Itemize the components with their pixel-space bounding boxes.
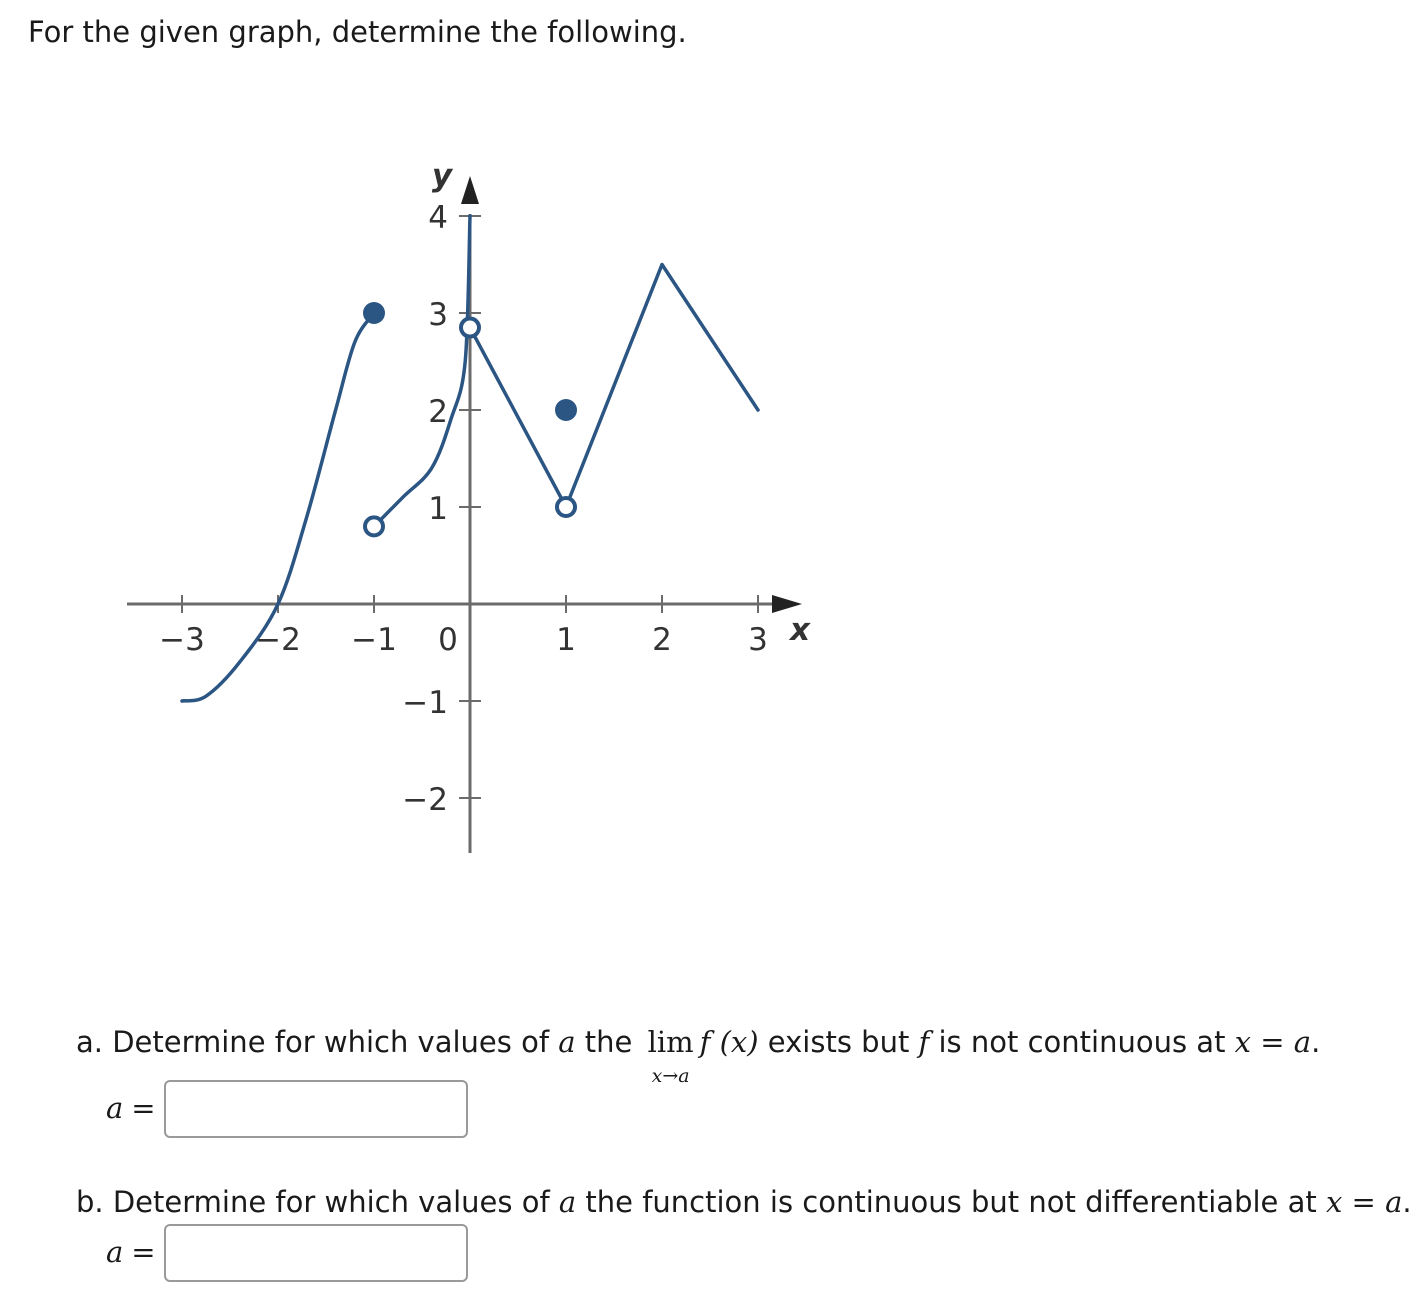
- question-a-cond-eq: =: [1251, 1025, 1294, 1059]
- question-b-cond-lhs: x: [1325, 1185, 1343, 1219]
- answer-b-input[interactable]: [164, 1224, 468, 1282]
- question-a-cond-lhs: x: [1234, 1025, 1252, 1059]
- question-b-cond-rhs: a: [1385, 1185, 1403, 1219]
- tick-labels: [159, 158, 811, 818]
- question-a-arg: (x): [710, 1025, 759, 1059]
- x-tick-label: 0: [438, 622, 458, 658]
- answer-a-var: a: [106, 1091, 124, 1125]
- answer-b-var: a: [106, 1235, 124, 1269]
- y-tick-label: −2: [402, 782, 448, 818]
- y-axis-label: y: [431, 158, 453, 194]
- answer-a-eq: =: [131, 1091, 156, 1125]
- y-tick-label: 4: [428, 200, 448, 236]
- question-a: [76, 1022, 1321, 1087]
- x-tick-label: 3: [748, 622, 768, 658]
- y-tick-label: 3: [428, 297, 448, 333]
- answer-a-input[interactable]: [164, 1080, 468, 1138]
- filled-point: [555, 399, 577, 421]
- y-tick-label: −1: [402, 685, 448, 721]
- question-a-func2: f: [918, 1025, 930, 1059]
- graph-segment: [374, 216, 470, 526]
- x-tick-label: −1: [351, 622, 397, 658]
- limit-expression: [647, 1022, 694, 1087]
- limit-word: lim: [647, 1025, 694, 1059]
- question-a-var: a: [558, 1025, 576, 1059]
- y-tick-label: 1: [428, 491, 448, 527]
- answer-b-eq: =: [131, 1235, 156, 1269]
- graph-segment: [566, 265, 758, 508]
- open-point: [365, 517, 383, 535]
- question-b-suffix: the function is continuous but not differentiable at: [576, 1185, 1326, 1219]
- question-a-mid2: exists but: [758, 1025, 919, 1059]
- question-a-end: .: [1311, 1025, 1321, 1059]
- question-a-prefix: a. Determine for which values of: [76, 1025, 559, 1059]
- answer-a-label: [106, 1088, 156, 1128]
- answer-b-label: [106, 1232, 156, 1272]
- question-b-end: .: [1402, 1185, 1412, 1219]
- question-a-mid: the: [575, 1025, 642, 1059]
- question-b-prefix: b. Determine for which values of: [76, 1185, 559, 1219]
- y-tick-label: 2: [428, 394, 448, 430]
- axes: [127, 176, 802, 853]
- prompt-text: For the given graph, determine the following.: [28, 15, 687, 49]
- limit-subscript: x→a: [651, 1065, 690, 1087]
- graph-segment: [470, 328, 566, 507]
- question-b-var: a: [558, 1185, 577, 1219]
- x-axis-label: x: [790, 612, 810, 648]
- x-axis-arrow: [772, 595, 802, 613]
- question-a-func: f: [699, 1025, 711, 1059]
- y-axis-arrow: [461, 176, 479, 204]
- filled-point: [363, 302, 385, 324]
- x-tick-label: −2: [255, 622, 301, 658]
- question-b: [76, 1182, 1412, 1222]
- x-tick-label: 2: [652, 622, 672, 658]
- open-point: [461, 319, 479, 337]
- question-a-suffix: is not continuous at: [929, 1025, 1235, 1059]
- question-b-cond-eq: =: [1342, 1185, 1386, 1219]
- question-a-cond-rhs: a: [1293, 1025, 1312, 1059]
- x-tick-label: 1: [556, 622, 576, 658]
- x-tick-label: −3: [159, 622, 205, 658]
- open-point: [557, 498, 575, 516]
